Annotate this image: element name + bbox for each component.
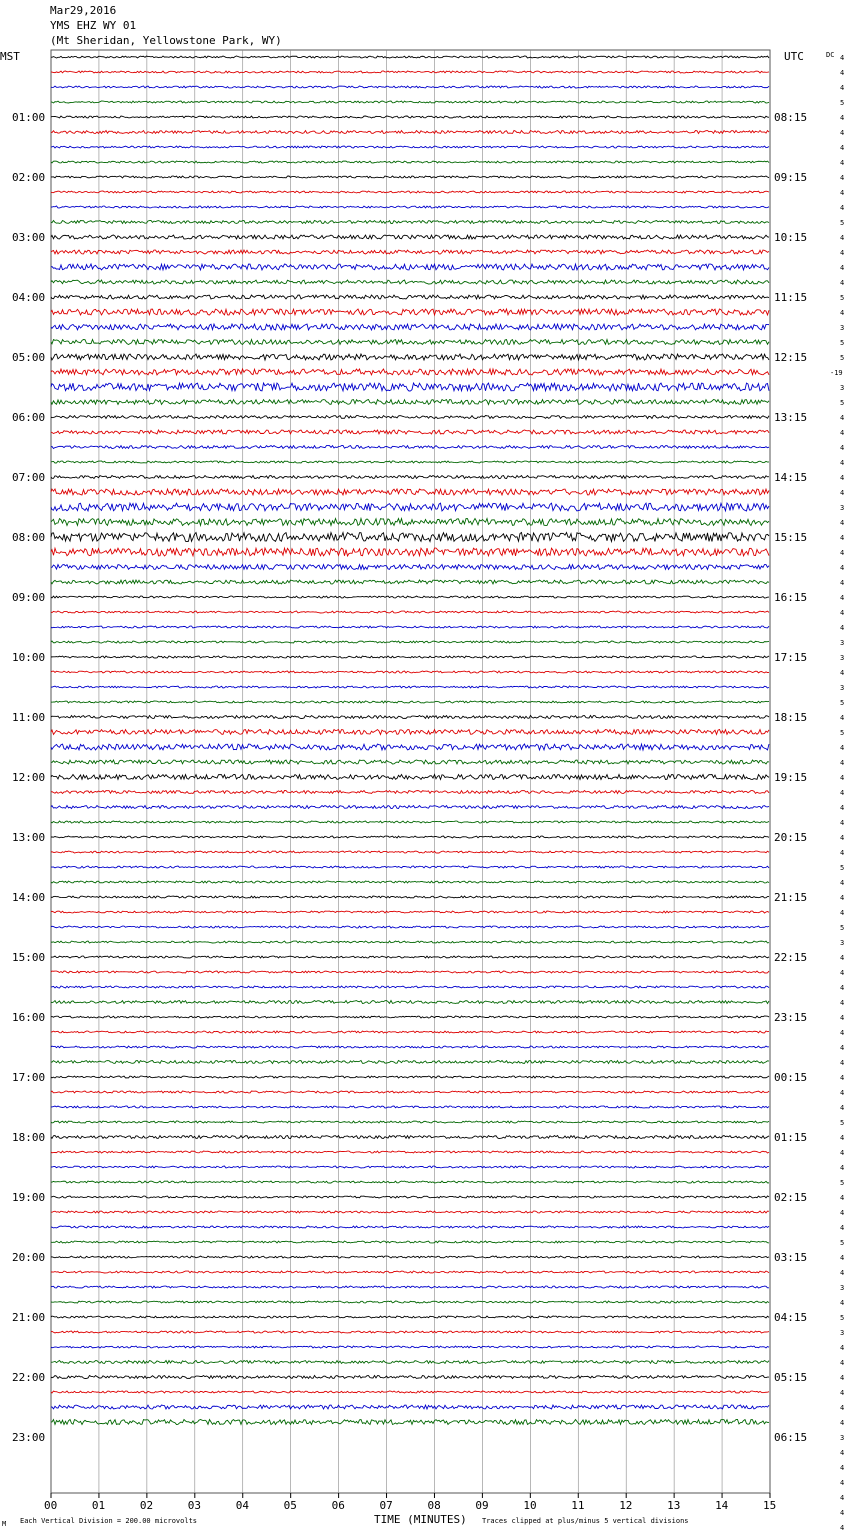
scale-note: Each Vertical Division = 200.00 microvolts [20, 1517, 198, 1525]
dc-offset-value: 4 [840, 1269, 845, 1277]
dc-offset-value: 4 [840, 429, 845, 437]
dc-offset-value: 3 [840, 939, 845, 947]
trace-line [51, 565, 769, 570]
trace-line [51, 956, 769, 958]
x-tick-label: 10 [523, 1499, 537, 1512]
mst-hour-label: 15:00 [12, 951, 46, 964]
trace-line [51, 1121, 769, 1123]
trace-line [51, 716, 769, 719]
mst-hour-label: 22:00 [12, 1371, 46, 1384]
dc-offset-value: 4 [840, 744, 845, 752]
trace-line [51, 324, 769, 330]
utc-hour-label: 08:15 [774, 111, 808, 124]
dc-label: DC [826, 51, 835, 59]
trace-line [51, 1376, 769, 1379]
x-tick-label: 13 [667, 1499, 681, 1512]
dc-offset-value: 4 [840, 1089, 845, 1097]
dc-offset-value: 4 [840, 1449, 845, 1457]
trace-line [51, 340, 769, 345]
dc-offset-value: 3 [840, 639, 845, 647]
trace-line [51, 533, 769, 542]
utc-hour-label: 16:15 [774, 591, 808, 604]
dc-offset-value: 4 [840, 969, 845, 977]
trace-line [51, 1241, 769, 1243]
trace-line [51, 400, 769, 405]
mst-hour-label: 20:00 [12, 1251, 46, 1264]
x-tick-label: 06 [331, 1499, 345, 1512]
dc-offset-value: 3 [840, 1329, 845, 1337]
dc-offset-value: 4 [840, 1299, 845, 1307]
trace-line [51, 116, 769, 118]
dc-offset-value: 4 [840, 129, 845, 137]
dc-offset-value: 4 [840, 1074, 845, 1082]
trace-line [51, 1286, 769, 1288]
trace-line [51, 641, 769, 643]
dc-offset-value: 4 [840, 549, 845, 557]
dc-offset-value: 4 [840, 999, 845, 1007]
dc-offset-value: 5 [840, 1314, 845, 1322]
trace-line [51, 250, 769, 254]
dc-offset-value: 5 [840, 699, 845, 707]
mst-hour-label: 12:00 [12, 771, 46, 784]
trace-line [51, 1046, 769, 1048]
trace-line [51, 671, 769, 673]
station-label: YMS EHZ WY 01 [50, 19, 137, 32]
dc-offset-value: -19 [830, 369, 843, 377]
trace-line [51, 821, 769, 823]
x-tick-label: 12 [619, 1499, 633, 1512]
x-tick-label: 05 [283, 1499, 297, 1512]
x-axis-title: TIME (MINUTES) [374, 1513, 467, 1526]
trace-line [51, 806, 769, 809]
utc-hour-label: 22:15 [774, 951, 808, 964]
dc-offset-value: 5 [840, 294, 845, 302]
trace-line [51, 146, 769, 148]
mst-hour-label: 11:00 [12, 711, 46, 724]
dc-offset-value: 4 [840, 459, 845, 467]
mst-hour-label: 14:00 [12, 891, 46, 904]
trace-line [51, 1106, 769, 1108]
mst-hour-label: 21:00 [12, 1311, 46, 1324]
mst-hour-label: 02:00 [12, 171, 46, 184]
dc-offset-value: 4 [840, 1044, 845, 1052]
trace-line [51, 791, 769, 794]
trace-line [51, 416, 769, 419]
trace-line [51, 1361, 769, 1364]
utc-axis-title: UTC [784, 50, 804, 63]
dc-offset-value: 4 [840, 414, 845, 422]
trace-line [51, 1166, 769, 1168]
dc-offset-value: 5 [840, 729, 845, 737]
mst-hour-label: 16:00 [12, 1011, 46, 1024]
trace-line [51, 1031, 769, 1033]
dc-offset-value: 4 [840, 774, 845, 782]
x-tick-label: 02 [139, 1499, 154, 1512]
dc-offset-value: 4 [840, 1344, 845, 1352]
trace-line [51, 264, 769, 270]
mst-hour-label: 08:00 [12, 531, 46, 544]
dc-offset-value: 4 [840, 534, 845, 542]
mst-hour-label: 07:00 [12, 471, 46, 484]
dc-offset-value: 4 [840, 579, 845, 587]
utc-hour-label: 04:15 [774, 1311, 808, 1324]
mst-hour-label: 17:00 [12, 1071, 46, 1084]
dc-offset-value: 4 [840, 1464, 845, 1472]
trace-line [51, 101, 769, 103]
dc-offset-value: 4 [840, 489, 845, 497]
dc-offset-value: 4 [840, 1104, 845, 1112]
trace-line [51, 881, 769, 883]
trace-line [51, 369, 769, 375]
dc-offset-value: 4 [840, 609, 845, 617]
dc-offset-value: 4 [840, 1014, 845, 1022]
mst-hour-label: 10:00 [12, 651, 46, 664]
dc-offset-value: 4 [840, 474, 845, 482]
x-tick-label: 03 [187, 1499, 202, 1512]
trace-line [51, 775, 769, 780]
dc-offset-value: 3 [840, 684, 845, 692]
trace-line [51, 430, 769, 434]
x-tick-label: 00 [44, 1499, 58, 1512]
dc-offset-value: 4 [840, 234, 845, 242]
trace-line [51, 941, 769, 943]
x-tick-label: 15 [763, 1499, 777, 1512]
dc-offset-value: 5 [840, 354, 845, 362]
trace-line [51, 131, 769, 134]
mst-hour-label: 09:00 [12, 591, 46, 604]
dc-offset-value: 4 [840, 669, 845, 677]
trace-line [51, 971, 769, 973]
mst-hour-label: 13:00 [12, 831, 46, 844]
trace-line [51, 383, 769, 391]
trace-line [51, 656, 769, 658]
trace-line [51, 548, 769, 556]
trace-line [51, 221, 769, 224]
dc-offset-value: 4 [840, 594, 845, 602]
utc-hour-label: 14:15 [774, 471, 808, 484]
location-label: (Mt Sheridan, Yellowstone Park, WY) [50, 34, 282, 47]
utc-hour-label: 23:15 [774, 1011, 808, 1024]
trace-line [51, 191, 769, 193]
dc-offset-value: 4 [840, 249, 845, 257]
trace-line [51, 1091, 769, 1093]
dc-offset-value: 4 [840, 879, 845, 887]
x-tick-label: 08 [427, 1499, 441, 1512]
dc-offset-value: 4 [840, 1524, 845, 1532]
utc-hour-label: 21:15 [774, 891, 808, 904]
dc-offset-value: 4 [840, 444, 845, 452]
dc-offset-value: 4 [840, 174, 845, 182]
dc-offset-value: 3 [840, 1284, 845, 1292]
trace-line [51, 596, 769, 598]
dc-offset-value: 4 [840, 849, 845, 857]
dc-offset-value: 4 [840, 1509, 845, 1517]
trace-line [51, 926, 769, 928]
utc-hour-label: 19:15 [774, 771, 808, 784]
trace-line [51, 446, 769, 449]
dc-offset-value: 5 [840, 864, 845, 872]
mst-hour-label: 04:00 [12, 291, 46, 304]
trace-line [51, 866, 769, 868]
dc-offset-value: 4 [840, 804, 845, 812]
utc-hour-label: 17:15 [774, 651, 808, 664]
mst-hour-label: 19:00 [12, 1191, 46, 1204]
dc-offset-value: 4 [840, 1479, 845, 1487]
trace-line [51, 489, 769, 495]
trace-line [51, 580, 769, 584]
dc-offset-value: 4 [840, 909, 845, 917]
trace-line [51, 611, 769, 613]
trace-line [51, 1211, 769, 1213]
utc-hour-label: 02:15 [774, 1191, 808, 1204]
dc-offset-value: 4 [840, 1389, 845, 1397]
trace-line [51, 56, 769, 58]
trace-line [51, 1151, 769, 1153]
trace-line [51, 354, 769, 360]
trace-line [51, 1271, 769, 1273]
dc-offset-value: 5 [840, 1179, 845, 1187]
trace-line [51, 760, 769, 764]
trace-line [51, 1016, 769, 1018]
dc-offset-value: 4 [840, 1359, 845, 1367]
corner-mark: M [2, 1520, 7, 1528]
trace-line [51, 161, 769, 163]
dc-offset-value: 4 [840, 1164, 845, 1172]
mst-hour-label: 06:00 [12, 411, 46, 424]
dc-offset-value: 4 [840, 204, 845, 212]
dc-offset-value: 5 [840, 339, 845, 347]
dc-offset-value: 4 [840, 114, 845, 122]
trace-line [51, 730, 769, 735]
dc-offset-labels [830, 54, 844, 1534]
trace-line [51, 519, 769, 526]
trace-line [51, 986, 769, 988]
dc-offset-value: 3 [840, 504, 845, 512]
x-tick-label: 07 [379, 1499, 393, 1512]
mst-hour-label: 23:00 [12, 1431, 46, 1444]
dc-offset-value: 4 [840, 954, 845, 962]
dc-offset-value: 4 [840, 1209, 845, 1217]
dc-offset-value: 4 [840, 1029, 845, 1037]
mst-hour-label: 01:00 [12, 111, 46, 124]
utc-hour-label: 11:15 [774, 291, 808, 304]
utc-hour-label: 09:15 [774, 171, 808, 184]
utc-hour-label: 18:15 [774, 711, 808, 724]
trace-line [51, 71, 769, 73]
utc-hour-label: 12:15 [774, 351, 808, 364]
trace-line [51, 1405, 769, 1409]
trace-line [51, 686, 769, 688]
trace-line [51, 206, 769, 208]
dc-offset-value: 4 [840, 789, 845, 797]
dc-offset-value: 4 [840, 1149, 845, 1157]
dc-offset-value: 4 [840, 189, 845, 197]
trace-line [51, 280, 769, 284]
trace-line [51, 1391, 769, 1393]
trace-group [51, 56, 769, 1424]
trace-line [51, 911, 769, 913]
dc-offset-value: 5 [840, 219, 845, 227]
mst-hour-label: 05:00 [12, 351, 46, 364]
utc-hour-label: 20:15 [774, 831, 808, 844]
dc-offset-value: 3 [840, 1434, 845, 1442]
dc-offset-value: 4 [840, 1419, 845, 1427]
trace-line [51, 1420, 769, 1425]
trace-line [51, 461, 769, 463]
trace-line [51, 626, 769, 628]
dc-offset-value: 4 [840, 84, 845, 92]
dc-offset-value: 5 [840, 924, 845, 932]
dc-offset-value: 4 [840, 1404, 845, 1412]
trace-line [51, 309, 769, 315]
dc-offset-value: 4 [840, 834, 845, 842]
dc-offset-value: 4 [840, 819, 845, 827]
dc-offset-value: 3 [840, 654, 845, 662]
trace-line [51, 235, 769, 239]
trace-line [51, 295, 769, 299]
dc-offset-value: 5 [840, 99, 845, 107]
dc-offset-value: 4 [840, 519, 845, 527]
trace-line [51, 503, 769, 511]
dc-offset-value: 4 [840, 1224, 845, 1232]
trace-line [51, 1301, 769, 1303]
dc-offset-value: 4 [840, 1494, 845, 1502]
dc-offset-value: 4 [840, 54, 845, 62]
trace-line [51, 1181, 769, 1183]
trace-line [51, 476, 769, 479]
utc-hour-label: 13:15 [774, 411, 808, 424]
trace-line [51, 1256, 769, 1258]
trace-line [51, 851, 769, 853]
dc-offset-value: 4 [840, 264, 845, 272]
trace-line [51, 1226, 769, 1228]
dc-offset-value: 4 [840, 1194, 845, 1202]
utc-hour-label: 15:15 [774, 531, 808, 544]
trace-line [51, 1196, 769, 1198]
dc-offset-value: 4 [840, 69, 845, 77]
trace-line [51, 1076, 769, 1078]
x-tick-label: 04 [235, 1499, 249, 1512]
dc-offset-value: 4 [840, 714, 845, 722]
dc-offset-value: 4 [840, 894, 845, 902]
trace-line [51, 701, 769, 703]
x-tick-label: 09 [475, 1499, 489, 1512]
trace-line [51, 1001, 769, 1004]
dc-offset-value: 5 [840, 399, 845, 407]
clip-note: Traces clipped at plus/minus 5 vertical divisions [482, 1517, 689, 1525]
utc-hour-label: 00:15 [774, 1071, 808, 1084]
mst-hour-label: 03:00 [12, 231, 46, 244]
x-tick-label: 11 [571, 1499, 585, 1512]
trace-line [51, 1346, 769, 1348]
dc-offset-value: 4 [840, 624, 845, 632]
trace-line [51, 836, 769, 838]
dc-offset-value: 4 [840, 1134, 845, 1142]
dc-offset-value: 3 [840, 384, 845, 392]
trace-line [51, 86, 769, 88]
dc-offset-value: 4 [840, 759, 845, 767]
dc-offset-value: 3 [840, 324, 845, 332]
trace-line [51, 744, 769, 750]
dc-offset-value: 4 [840, 1374, 845, 1382]
x-axis [44, 1493, 776, 1512]
dc-offset-value: 4 [840, 159, 845, 167]
dc-offset-value: 4 [840, 309, 845, 317]
dc-offset-value: 4 [840, 1254, 845, 1262]
dc-offset-value: 4 [840, 279, 845, 287]
dc-offset-value: 5 [840, 1119, 845, 1127]
utc-hour-label: 06:15 [774, 1431, 808, 1444]
trace-line [51, 1136, 769, 1139]
trace-line [51, 896, 769, 898]
dc-offset-value: 4 [840, 1059, 845, 1067]
dc-offset-value: 4 [840, 564, 845, 572]
trace-line [51, 1316, 769, 1318]
mst-hour-label: 18:00 [12, 1131, 46, 1144]
trace-line [51, 1061, 769, 1064]
utc-hour-label: 05:15 [774, 1371, 808, 1384]
dc-offset-value: 4 [840, 144, 845, 152]
trace-line [51, 176, 769, 178]
date-label: Mar29,2016 [50, 4, 117, 17]
x-tick-label: 01 [91, 1499, 106, 1512]
utc-hour-label: 01:15 [774, 1131, 808, 1144]
x-tick-label: 14 [715, 1499, 729, 1512]
dc-offset-value: 4 [840, 984, 845, 992]
utc-hour-label: 10:15 [774, 231, 808, 244]
utc-hour-label: 03:15 [774, 1251, 808, 1264]
mst-axis-title: MST [0, 50, 20, 63]
trace-line [51, 1331, 769, 1333]
dc-offset-value: 5 [840, 1239, 845, 1247]
